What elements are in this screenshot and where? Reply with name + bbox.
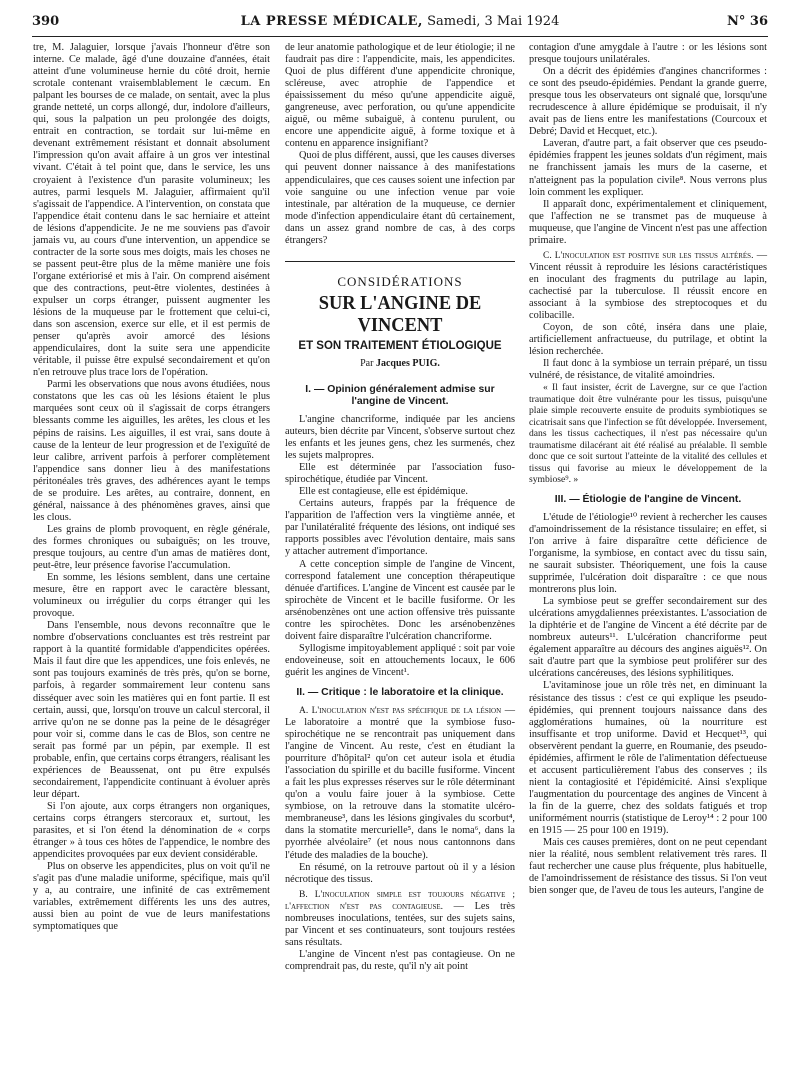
article-subtitle: ET SON TRAITEMENT ÉTIOLOGIQUE — [298, 339, 502, 352]
paragraph: contagion d'une amygdale à l'autre : or les lésions sont presque toujours unilatérales. — [529, 42, 767, 66]
paragraph: tre, M. Jalaguier, lorsque j'avais l'honneur d'être son interne. Ce malade, âgé d'une douzaine d'années, était atteint d'une volumineuse hernie du côté droit, hernie scrotale contenant vraisemblablement le cæcum. En palpant les bourses de ce malade, on sentait, avec la plus grande netteté, un corps allongé, dur, indolore d'ailleurs, qui, sous la palpation un peu prolongée des doigts, entrait en contraction, se tordait sur lui-même en devenant extrêmement résistant et donnait absolument l'impression qu'on avait affaire à un gros ver intestinal vivant. C'était à tel point que, dans le service, les uns croyaient à l'existence d'un parasite volumineux; les autres, parmi lesquels M. Jalaguier, affirmaient qu'il s'agissait de l'appendice. A l'intervention, on constata que l'appendice était contenu dans le sac herniaire et atteint de lésions d'appendicite. Je ne me souviens pas d'avoir jamais vu, au cours d'une intervention, un appendice se contracter de la sorte sous mes doigts, mais les choses ne se passent peut-être plus de la même manière une fois l'organe extériorisé et mis à l'air. On comprend aisément que des contractions, peut-être violentes, destinées à expulser un corps étranger, puissent augmenter les lésions de la muqueuse par le frottement que celui-ci, dans son ascension, exerce sur elle, et il est permis de penser qu'après avoir amorcé des lésions appendiculaires, dont la suite sera une appendicite véritable, il puisse être expulsé secondairement et qu'on n'en retrouve plus trace lors de l'opération. — [33, 42, 270, 379]
paragraph: L'angine chancriforme, indiquée par les anciens auteurs, bien décrite par Vincent, s'observe surtout chez les enfants et les jeunes gens, chez les surmenés, chez les sujets malpropres. — [285, 413, 515, 462]
running-title — [32, 14, 768, 29]
column-2 — [285, 42, 515, 973]
section-heading: I. — Opinion généralement admise sur l'angine de Vincent. — [305, 383, 495, 407]
issue-number: N° 36 — [727, 14, 768, 29]
paragraph: Certains auteurs, frappés par la fréquence de l'apparition de l'affection vers la vingtième année, et par l'unilatéralité fréquente des lésions, ont indiqué ses rapports possibles avec l'évolution dentaire, mais sans y attacher autrement d'importance. — [285, 498, 515, 558]
article-divider — [285, 261, 515, 262]
column-1 — [33, 42, 270, 933]
column-3 — [529, 42, 767, 897]
paragraph: Parmi les observations que nous avons étudiées, nous constatons que les cas où les lésions étaient le plus marquées sont ceux où il s'agissait de corps étrangers blessants comme les aiguilles, les arêtes, les clous et les pépins de raisins. Les aiguilles, il est vrai, sans doute à cause de la lenteur de leur progression et de l'exiguïté de leur calibre, arrivent parfois à perforer complètement l'appendice sans donner lieu à des manifestations péritonéales très graves, des adhérences ayant le temps de se produire. Les arêtes, au contraire, donnent, en général, naissance à des phénomènes graves, ainsi que les clous. — [33, 379, 270, 523]
header-rule — [32, 36, 768, 37]
paragraph: Plus on observe les appendicites, plus on voit qu'il ne s'agit pas d'une maladie uniforme, spécifique, mais qu'il y a, au contraire, une infinité de cas extrêmement variables, extrêmement différents les uns des autres, aussi bien au point de vue de leurs manifestations symptomatiques que — [33, 861, 270, 933]
paragraph: Si l'on ajoute, aux corps étrangers non organiques, certains corps étrangers stercoraux et, surtout, les parasites, et si l'on étend la dénomination de « corps étranger » à tous ces hôtes de l'appendice, le nombre des appendicites provoquées par eux devient considérable. — [33, 800, 270, 861]
paragraph-text: — Vincent réussit à reproduire les lésions caractéristiques en inoculant des fragments du putrilage au lapin, cachectisé par la tuberculose. Il réussit encore en associant à la symbiose des streptocoques et du colibacille. — [529, 249, 768, 322]
paragraph — [285, 889, 515, 949]
paragraph: Coyon, de son côté, inséra dans une plaie, artificiellement anfractueuse, du putrilage, et obtint la lésion recherchée. — [529, 322, 767, 358]
paragraph: On a décrit des épidémies d'angines chancriformes : ce sont des pseudo-épidémies. Pendant la grande guerre, presque tous les observateurs ont signalé que, lorsqu'une recrudescence à allure épidémique se produisait, il n'y avait pas de liens entre les manifestations (Courcoux et Debré; David et Hecquet, etc.). — [529, 66, 767, 138]
journal-name: LA PRESSE MÉDICALE, — [240, 14, 423, 29]
section-heading: III. — Étiologie de l'angine de Vincent. — [554, 493, 742, 505]
paragraph: Dans l'ensemble, nous devons reconnaître que le nombre d'observations concluantes est très restreint par rapport à la quantité formidable d'appendicites opérées. Mais il faut dire que les appendices, une fois enlevés, ne sont pas toujours examinés de très près, qu'on se borne, parfois, à regarder sommairement leur contenu sans disséquer avec soin les matières qui en font partie. Il est certain, aussi, que, lorsqu'on trouve un calcul stercoral, il arrive qu'on ne se donne pas la peine de le désagréger pour voir si, comme dans le cas de Blos, son centre ne serait pas formé par un pépin, par exemple. Il est probable, enfin, que certains corps étrangers, réalisant les expériences de Beaussenat, ont pu être expulsés secondairement, l'appendicite continuant à évoluer après leur départ. — [33, 620, 270, 800]
paragraph: L'avitaminose joue un rôle très net, en diminuant la résistance des tissus : c'est ce qui explique les pseudo-épidémies, qui prennent toujours naissance dans des agglomérations humaines, où la nourriture est insuffisante et trop uniforme. David et Hecquet¹³, qui observèrent pendant la guerre, en Roumanie, des pseudo-épidémies, affirment le rôle de l'alimentation défectueuse et accusent particulièrement l'abus des conserves ; ils nient la contagiosité et l'épidémicité. Ainsi s'explique l'augmentation du pourcentage des angines de Vincent à la fin de la guerre, chez des soldats fatigués et trop uniformément nourris (statistique de Leroy¹⁴ : 2 pour 100 en 1915 — 25 pour 100 en 1919). — [529, 680, 767, 837]
paragraph: Laveran, d'autre part, a fait observer que ces pseudo-épidémies frappent les jeunes soldats d'un régiment, mais ne franchissent jamais les murs de la caserne, et n'atteignent pas la population civile⁸. Nous verrons plus loin comment les expliquer. — [529, 138, 767, 198]
article-byline — [285, 358, 515, 370]
paragraph: Il faut donc à la symbiose un terrain préparé, un tissu vulnéré, de résistance, de vitalité amoindries. — [529, 358, 767, 382]
paragraph — [529, 250, 767, 322]
paragraph: L'angine de Vincent n'est pas contagieuse. On ne comprendrait pas, du reste, qu'il n'y ait point — [285, 948, 515, 972]
paragraph-text: — Les très nombreuses inoculations, tentées, sur des sujets sains, par Vincent et ses continuateurs, sont toujours restées sans résultats. — [285, 900, 515, 948]
author-name: Jacques PUIG. — [375, 357, 440, 369]
paragraph: Elle est déterminée par l'association fuso-spirochétique, étudiée par Vincent. — [285, 462, 515, 486]
paragraph: Quoi de plus différent, aussi, que les causes diverses qui peuvent donner naissance à des manifestations appendiculaires, que ces causes soient une infection par voie sanguine ou une infection venue par voie intestinale, par altération de la muqueuse, ce dernier mode d'infection appendiculaire étant dû certainement, dans un assez grand nombre de cas, à des corps étrangers? — [285, 150, 515, 246]
paragraph: A cette conception simple de l'angine de Vincent, correspond fatalement une conception thérapeutique dénuée d'artifices. L'angine de Vincent est causée par le spirochète de Vincent et le bacille fusiforme. Or les arsénobenzènes ont une action offensive très puissante contre les spirochètes. Donc les arsénobenzènes doivent faire disparaître l'ulcération chancriforme. — [285, 558, 515, 642]
paragraph: Les grains de plomb provoquent, en règle générale, des formes chroniques ou subaiguës; on les trouve, presque toujours, au centre d'un amas de matières dont, peut-être, leur présence favorise l'accumulation. — [33, 523, 270, 572]
subsection-lead: C. L'inoculation est positive sur les tissus altérés. — [543, 250, 754, 261]
byline-prefix: Par — [360, 357, 374, 369]
paragraph: En résumé, on la retrouve partout où il y a lésion nécrotique des tissus. — [285, 861, 515, 885]
subsection-lead: B. L'inoculation simple est toujours négative ; l'affection n'est pas contagieuse. — [285, 889, 515, 912]
paragraph: La symbiose peut se greffer secondairement sur des ulcérations amygdaliennes préexistantes. L'association de la diphtérie et de l'angine de Vincent a été décrite par de nombreux auteurs¹¹. L'ulcération chancriforme peut également apparaître au décours des angines aiguës¹². On sait d'autre part que la symbiose peut proliférer sur des ulcérations cancéreuses, des lésions syphilitiques. — [529, 596, 767, 680]
paragraph: L'étude de l'étiologie¹⁰ revient à rechercher les causes d'amoindrissement de la résistance tissulaire; en effet, si l'on arrive à faire disparaître cette déficience de l'organisme, la symbiose, en contact avec du tissu sain, ne saurait subsister. Théoriquement, une fois la cause supprimée, l'ulcération doit disparaître : ce que nous montrerons plus loin. — [529, 511, 767, 596]
page-number: 390 — [32, 14, 60, 29]
paragraph: Syllogisme impitoyablement appliqué : soit par voie endoveineuse, soit en attouchements locaux, le 606 guérit les angines de Vincent¹. — [285, 642, 515, 678]
paragraph: En somme, les lésions semblent, dans une certaine mesure, être en rapport avec le caractère blessant, volumineux ou irrégulier du corps étranger qui les provoque. — [33, 572, 270, 620]
subsection-lead: A. L'inoculation n'est pas spécifique de la lésion — [299, 705, 502, 716]
paragraph: Il apparaît donc, expérimentalement et cliniquement, que l'affection ne se transmet pas de muqueuse à muqueuse, que l'angine de Vincent n'est pas une affection primaire. — [529, 198, 767, 246]
paragraph-text: — Le laboratoire a montré que la symbiose fuso-spirochétique ne se rencontrait pas uniquement dans l'angine de Vincent. Au reste, c'est en étudiant la pourriture d'hôpital² qu'on cet auteur isola et étudia l'association du spirille et du bacille fusiforme. Vincent a fait les plus expresses réserves sur le rôle déterminant qu'on a voulu faire jouer à la symbiose. Cette symbiose, on la retrouve dans la stomatite ulcéro-membraneuse³, dans les lésions gingivales du scorbut⁴, dans la stomatite mercurielle⁵, dans le noma⁶, dans la pyorrhée alvéolaire⁷ (et nous nous cantonnons dans l'étude des maladies de la bouche). — [285, 704, 516, 861]
paragraph: de leur anatomie pathologique et de leur étiologie; il ne faudrait pas dire : l'appendicite, mais, les appendicites. Quoi de plus différent d'une appendicite chronique, scléreuse, avec atrophie de l'appendice et épaississement du méso qu'une appendicite aiguë, gangreneuse, avec perforation, ou qu'une appendicite aiguë, ou même subaiguë, à contenu purulent, ou encore une appendicite aiguë, à forme toxique et à contenu en apparence insignifiant? — [285, 42, 515, 150]
issue-date: Samedi, 3 Mai 1924 — [427, 14, 560, 29]
article-kicker: CONSIDÉRATIONS — [337, 273, 463, 289]
paragraph: Elle est contagieuse, elle est épidémique. — [299, 486, 468, 498]
paragraph: Mais ces causes premières, dont on ne peut cependant nier la réalité, nous semblent relativement très rares. Il faut rechercher une cause plus fréquente, plus habituelle, de l'amoindrissement de résistance des tissus. Si l'on veut bien songer que, de l'aveu de tous les auteurs, l'angine de — [529, 837, 767, 897]
paragraph — [285, 705, 515, 862]
block-quote: « Il faut insister, écrit de Lavergne, sur ce que l'action traumatique doit être vulnérante pour les tissus, puisqu'une plaie simple recouverte ensuite de produits symbiotiques se cicatrisait sans que l'infection se fût développée. Inversement, dans les tissus cachectiques, il n'est pas nécessaire qu'un traumatisme dilacérant ait été réalisé au préalable. Il semble donc que ce soit surtout l'atteinte de la vitalité des cellules et tissus qui favorise au mieux le développement de la symbiose⁹. » — [529, 382, 767, 486]
article-title: SUR L'ANGINE DE VINCENT — [318, 291, 482, 336]
page-header — [32, 14, 768, 34]
section-heading: II. — Critique : le laboratoire et la clinique. — [296, 686, 504, 698]
